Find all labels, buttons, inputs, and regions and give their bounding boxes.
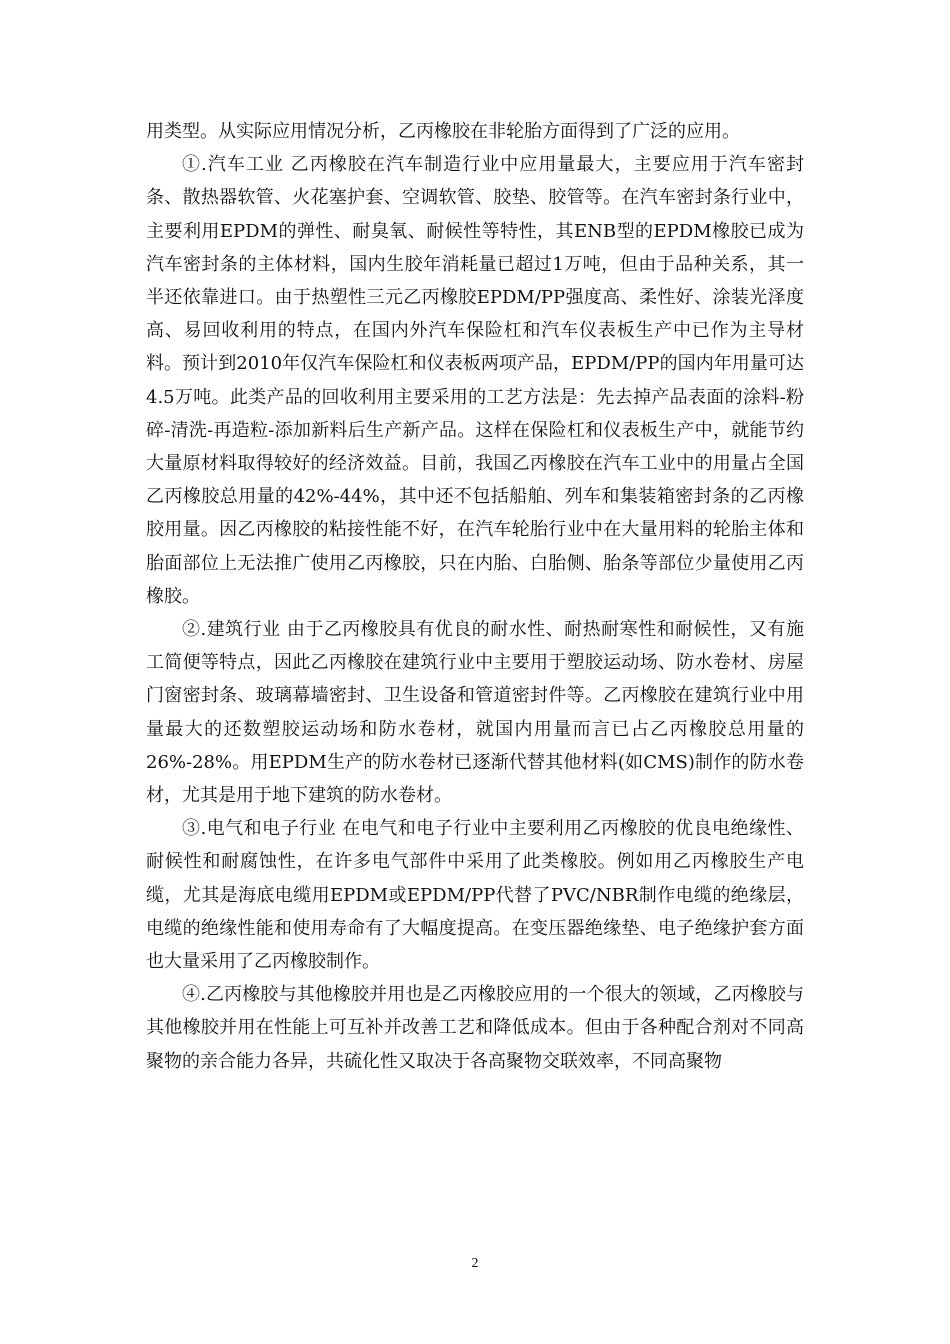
paragraph-automotive-industry: ①.汽车工业 乙丙橡胶在汽车制造行业中应用量最大，主要应用于汽车密封条、散热器软管、火花塞护套、空调软管、胶垫、胶管等。在汽车密封条行业中，主要利用EPDM的弹性、耐臭氧、耐候性等特性，其ENB型的EPDM橡胶已成为汽车密封条的主体材料，国内生胶年消耗量已超过1万吨，但由于品种关系，其一半还依靠进口。由于热塑性三元乙丙橡胶EPDM/PP强度高、柔性好、涂装光泽度高、易回收利用的特点，在国内外汽车保险杠和汽车仪表板生产中已作为主导材料。预计到2010年仅汽车保险杠和仪表板两项产品，EPDM/PP的国内年用量可达4.5万吨。此类产品的回收利用主要采用的工艺方法是：先去掉产品表面的涂料-粉碎-清洗-再造粒-添加新料后生产新产品。这样在保险杠和仪表板生产中，就能节约大量原材料取得较好的经济效益。目前，我国乙丙橡胶在汽车工业中的用量占全国乙丙橡胶总用量的42%-44%，其中还不包括船舶、列车和集装箱密封条的乙丙橡胶用量。因乙丙橡胶的粘接性能不好，在汽车轮胎行业中在大量用料的轮胎主体和胎面部位上无法推广使用乙丙橡胶，只在内胎、白胎侧、胎条等部位少量使用乙丙橡胶。 — [146, 154, 804, 607]
paragraph-continuation: 用类型。从实际应用情况分析，乙丙橡胶在非轮胎方面得到了广泛的应用。 — [146, 121, 740, 142]
paragraph-electrical-electronics: ③.电气和电子行业 在电气和电子行业中主要利用乙丙橡胶的优良电绝缘性、耐候性和耐腐蚀性，在许多电气部件中采用了此类橡胶。例如用乙丙橡胶生产电缆，尤其是海底电缆用EPDM或EPDM/PP代替了PVC/NBR制作电缆的绝缘层，电缆的绝缘性能和使用寿命有了大幅度提高。在变压器绝缘垫、电子绝缘护套方面也大量采用了乙丙橡胶制作。 — [146, 818, 804, 973]
page-number: 2 — [471, 1256, 479, 1271]
paragraph-construction-industry: ②.建筑行业 由于乙丙橡胶具有优良的耐水性、耐热耐寒性和耐候性，又有施工简便等特点，因此乙丙橡胶在建筑行业中主要用于塑胶运动场、防水卷材、房屋门窗密封条、玻璃幕墙密封、卫生设备和管道密封件等。乙丙橡胶在建筑行业中用量最大的还数塑胶运动场和防水卷材，就国内用量而言已占乙丙橡胶总用量的26%-28%。用EPDM生产的防水卷材已逐渐代替其他材料(如CMS)制作的防水卷材，尤其是用于地下建筑的防水卷材。 — [146, 619, 804, 807]
body-text — [146, 115, 804, 1078]
paragraph-rubber-blending: ④.乙丙橡胶与其他橡胶并用也是乙丙橡胶应用的一个很大的领域，乙丙橡胶与其他橡胶并用在性能上可互补并改善工艺和降低成本。但由于各种配合剂对不同高聚物的亲合能力各异，共硫化性又取决于各高聚物交联效率，不同高聚物 — [146, 984, 804, 1072]
